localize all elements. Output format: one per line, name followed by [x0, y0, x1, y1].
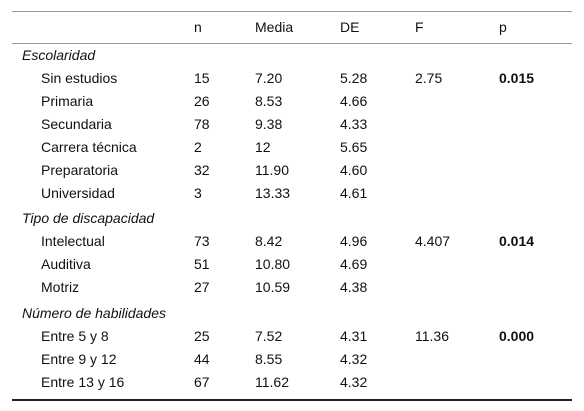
row-de: 4.33 [340, 116, 368, 132]
table-row [12, 113, 572, 136]
row-label: Sin estudios [41, 70, 118, 86]
group-title-row [12, 302, 572, 325]
group-title-row [12, 44, 572, 67]
row-de: 4.61 [340, 185, 368, 201]
group-title-row [12, 207, 572, 230]
table-row [12, 67, 572, 90]
row-de: 4.32 [340, 374, 368, 390]
group-p: 0.014 [499, 233, 535, 249]
row-media: 13.33 [255, 185, 291, 201]
header-f: F [415, 19, 424, 35]
row-label: Preparatoria [41, 162, 119, 178]
row-n: 26 [194, 93, 210, 109]
row-media: 12 [255, 139, 271, 155]
header-de: DE [340, 19, 360, 35]
row-n: 15 [194, 70, 210, 86]
row-label: Carrera técnica [41, 139, 137, 155]
row-n: 27 [194, 279, 210, 295]
row-label: Auditiva [41, 256, 91, 272]
row-de: 4.60 [340, 162, 368, 178]
row-n: 25 [194, 328, 210, 344]
group-title: Número de habilidades [22, 305, 166, 321]
header-p: p [499, 19, 507, 35]
row-de: 4.32 [340, 351, 368, 367]
row-n: 51 [194, 256, 210, 272]
header-n: n [194, 19, 202, 35]
row-de: 4.96 [340, 233, 368, 249]
row-label: Primaria [41, 93, 94, 109]
table-row [12, 159, 572, 182]
row-label: Entre 13 y 16 [41, 374, 125, 390]
row-n: 32 [194, 162, 210, 178]
row-media: 8.42 [255, 233, 283, 249]
group-title: Escolaridad [22, 47, 96, 63]
row-label: Motriz [41, 279, 80, 295]
row-media: 8.53 [255, 93, 283, 109]
group-p: 0.000 [499, 328, 535, 344]
row-label: Secundaria [41, 116, 112, 132]
table-top-rule [12, 11, 572, 12]
row-de: 5.28 [340, 70, 368, 86]
row-n: 73 [194, 233, 210, 249]
row-media: 11.90 [255, 162, 289, 178]
row-de: 4.66 [340, 93, 368, 109]
row-de: 4.38 [340, 279, 368, 295]
row-media: 9.38 [255, 116, 283, 132]
row-de: 4.31 [340, 328, 368, 344]
header-row [12, 16, 572, 39]
table-bottom-rule [12, 399, 572, 401]
row-media: 7.52 [255, 328, 283, 344]
table-row [12, 371, 572, 394]
row-n: 2 [194, 139, 202, 155]
table-row [12, 253, 572, 276]
row-media: 7.20 [255, 70, 283, 86]
row-label: Intelectual [41, 233, 105, 249]
statistics-table [12, 11, 572, 401]
table-row [12, 90, 572, 113]
row-n: 3 [194, 185, 202, 201]
group-f: 11.36 [415, 328, 449, 344]
table-row [12, 136, 572, 159]
row-de: 4.69 [340, 256, 368, 272]
row-label: Entre 5 y 8 [41, 328, 109, 344]
table-row [12, 325, 572, 348]
group-f: 2.75 [415, 70, 443, 86]
row-n: 44 [194, 351, 210, 367]
row-label: Entre 9 y 12 [41, 351, 117, 367]
group-title: Tipo de discapacidad [22, 210, 155, 226]
table-row [12, 276, 572, 299]
row-media: 10.59 [255, 279, 291, 295]
table-row [12, 230, 572, 253]
table-row [12, 182, 572, 205]
row-media: 10.80 [255, 256, 291, 272]
row-de: 5.65 [340, 139, 368, 155]
group-p: 0.015 [499, 70, 535, 86]
table-row [12, 348, 572, 371]
row-label: Universidad [41, 185, 115, 201]
row-media: 8.55 [255, 351, 283, 367]
group-f: 4.407 [415, 233, 451, 249]
row-media: 11.62 [255, 374, 289, 390]
row-n: 67 [194, 374, 210, 390]
header-media: Media [255, 19, 294, 35]
row-n: 78 [194, 116, 210, 132]
